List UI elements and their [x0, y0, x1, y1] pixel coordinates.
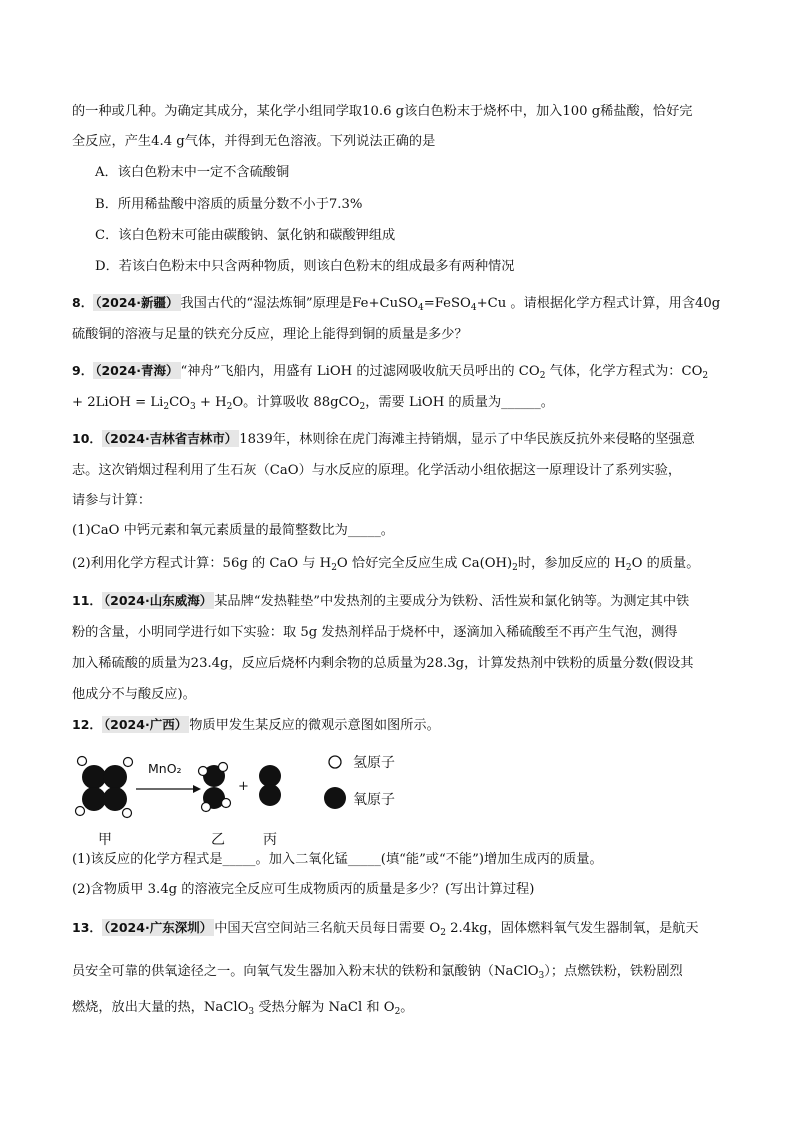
hydrogen-atom [76, 807, 85, 816]
question-13-line-3: 燃烧，放出大量的热，NaClO$_3$ 受热分解为 NaCl 和 $O_2$。 [72, 1000, 414, 1017]
molecule-bing [259, 765, 281, 806]
question-12-sub-2: (2)含物质甲 3.4g 的溶液完全反应可生成物质丙的质量是多少？(写出计算过程) [72, 882, 535, 897]
question-9-line-1: 9． （2024·青海） “神舟”飞船内，用盛有 LiOH 的过滤网吸收航天员呼出的 $CO_2$ 气体，化学方程式为：$CO_2$ [72, 363, 709, 381]
option-b: B．所用稀盐酸中溶质的质量分数不小于7.3% [95, 197, 363, 212]
source-tag: （2024·广西） [103, 717, 188, 732]
oxygen-atom [82, 765, 106, 789]
question-number: 10． [72, 431, 102, 446]
plus-sign: + [238, 779, 249, 794]
question-13-line-1: 13． （2024·广东深圳） 中国天宫空间站三名航天员每日需要 $O_2$ 2.4kg，固体燃料氧气发生器制氧，是航天 [72, 920, 699, 938]
label-yi: 乙 [211, 832, 225, 848]
question-11-line-3: 加入稀硫酸的质量为23.4g，反应后烧杯内剩余物的总质量为28.3g，计算发热剂中铁粉的质量分数(假设其 [72, 656, 694, 671]
arrow-head [193, 785, 201, 793]
hydrogen-atom [123, 809, 132, 818]
molecule-jia [76, 757, 133, 818]
question-8-line-2: 硫酸铜的溶液与足量的铁充分反应，理论上能得到铜的质量是多少？ [72, 327, 468, 342]
source-tag: （2024·吉林省吉林市） [103, 431, 238, 446]
reaction-diagram [68, 745, 428, 855]
catalyst-label: MnO₂ [148, 761, 182, 776]
question-10-line-1: 10． （2024·吉林省吉林市） 1839年，林则徐在虎门海滩主持销烟，显示了中华民族反抗外来侵略的坚强意 [72, 431, 695, 447]
hydrogen-atom [199, 767, 208, 776]
source-tag: （2024·山东威海） [103, 593, 213, 608]
option-d: D．若该白色粉末中只含两种物质，则该白色粉末的组成最多有两种情况 [95, 259, 515, 274]
question-number: 13． [72, 920, 102, 935]
question-11-line-4: 他成分不与酸反应)。 [72, 687, 196, 702]
hydrogen-atom [78, 757, 87, 766]
question-10-line-3: 请参与计算： [72, 493, 152, 508]
question-12-sub-1: (1)该反应的化学方程式是_____。加入二氧化锰_____(填“能”或“不能”)增加生成丙的质量。 [72, 852, 603, 867]
legend-hydrogen-label: 氢原子 [353, 755, 395, 771]
question-number: 9． [72, 363, 94, 378]
intro-line-2: 全反应，产生4.4 g气体，并得到无色溶液。下列说法正确的是 [72, 134, 436, 149]
question-8-line-1: 8． （2024·新疆） 我国古代的“湿法炼铜”原理是Fe+CuSO$_4$=FeSO$_4$+Cu 。请根据化学方程式计算，用含40g [72, 295, 721, 313]
option-a: A．该白色粉末中一定不含硫酸铜 [95, 165, 290, 180]
question-12-line-1: 12． （2024·广西） 物质甲发生某反应的微观示意图如图所示。 [72, 717, 440, 733]
question-13-line-2: 员安全可靠的供氧途径之一。向氧气发生器加入粉末状的铁粉和氯酸钠（NaClO$_3$）；点燃铁粉，铁粉剧烈 [72, 964, 683, 981]
question-number: 12． [72, 717, 102, 732]
hydrogen-atom [222, 799, 231, 808]
question-9-line-2: + 2LiOH = $Li_2CO_3 + H_2O$。计算吸收 88gCO$_2$，需要 LiOH 的质量为______。 [72, 395, 554, 412]
oxygen-atom [82, 787, 106, 811]
source-tag: （2024·新疆） [95, 295, 179, 310]
source-tag: （2024·广东深圳） [103, 920, 213, 935]
oxygen-atom [259, 784, 281, 806]
molecule-yi [199, 763, 231, 812]
source-tag: （2024·青海） [95, 363, 179, 378]
question-10-line-2: 志。这次销烟过程利用了生石灰（CaO）与水反应的原理。化学活动小组依据这一原理设计了系列实验， [72, 463, 682, 478]
question-11-line-1: 11． （2024·山东威海） 某品牌“发热鞋垫”中发热剂的主要成分为铁粉、活性炭和氯化钠等。为测定其中铁 [72, 593, 690, 609]
hydrogen-atom [219, 763, 228, 772]
question-10-sub-2: (2)利用化学方程式计算：56g 的 CaO 与 $H_2O$ 恰好完全反应生成 $Ca(OH)_2$时，参加反应的 $H_2O$ 的质量。 [72, 556, 700, 573]
option-c: C．该白色粉末可能由碳酸钠、氯化钠和碳酸钾组成 [95, 228, 396, 243]
legend-hydrogen-icon [329, 756, 341, 768]
intro-line-1: 的一种或几种。为确定其成分，某化学小组同学取10.6 g该白色粉末于烧杯中，加入100 g稀盐酸，恰好完 [72, 104, 693, 119]
legend-oxygen-label: 氧原子 [353, 792, 395, 808]
label-jia: 甲 [98, 832, 112, 848]
question-11-line-2: 粉的含量，小明同学进行如下实验：取 5g 发热剂样品于烧杯中，逐滴加入稀硫酸至不再产生气泡，测得 [72, 625, 678, 640]
label-bing: 丙 [263, 832, 277, 848]
oxygen-atom [103, 787, 127, 811]
hydrogen-atom [124, 758, 133, 767]
legend-oxygen-icon [324, 787, 346, 809]
hydrogen-atom [202, 803, 211, 812]
oxygen-atom [259, 765, 281, 787]
question-number: 11． [72, 593, 102, 608]
oxygen-atom [103, 765, 127, 789]
question-10-sub-1: (1)CaO 中钙元素和氧元素质量的最简整数比为_____。 [72, 523, 394, 538]
question-number: 8． [72, 295, 94, 310]
